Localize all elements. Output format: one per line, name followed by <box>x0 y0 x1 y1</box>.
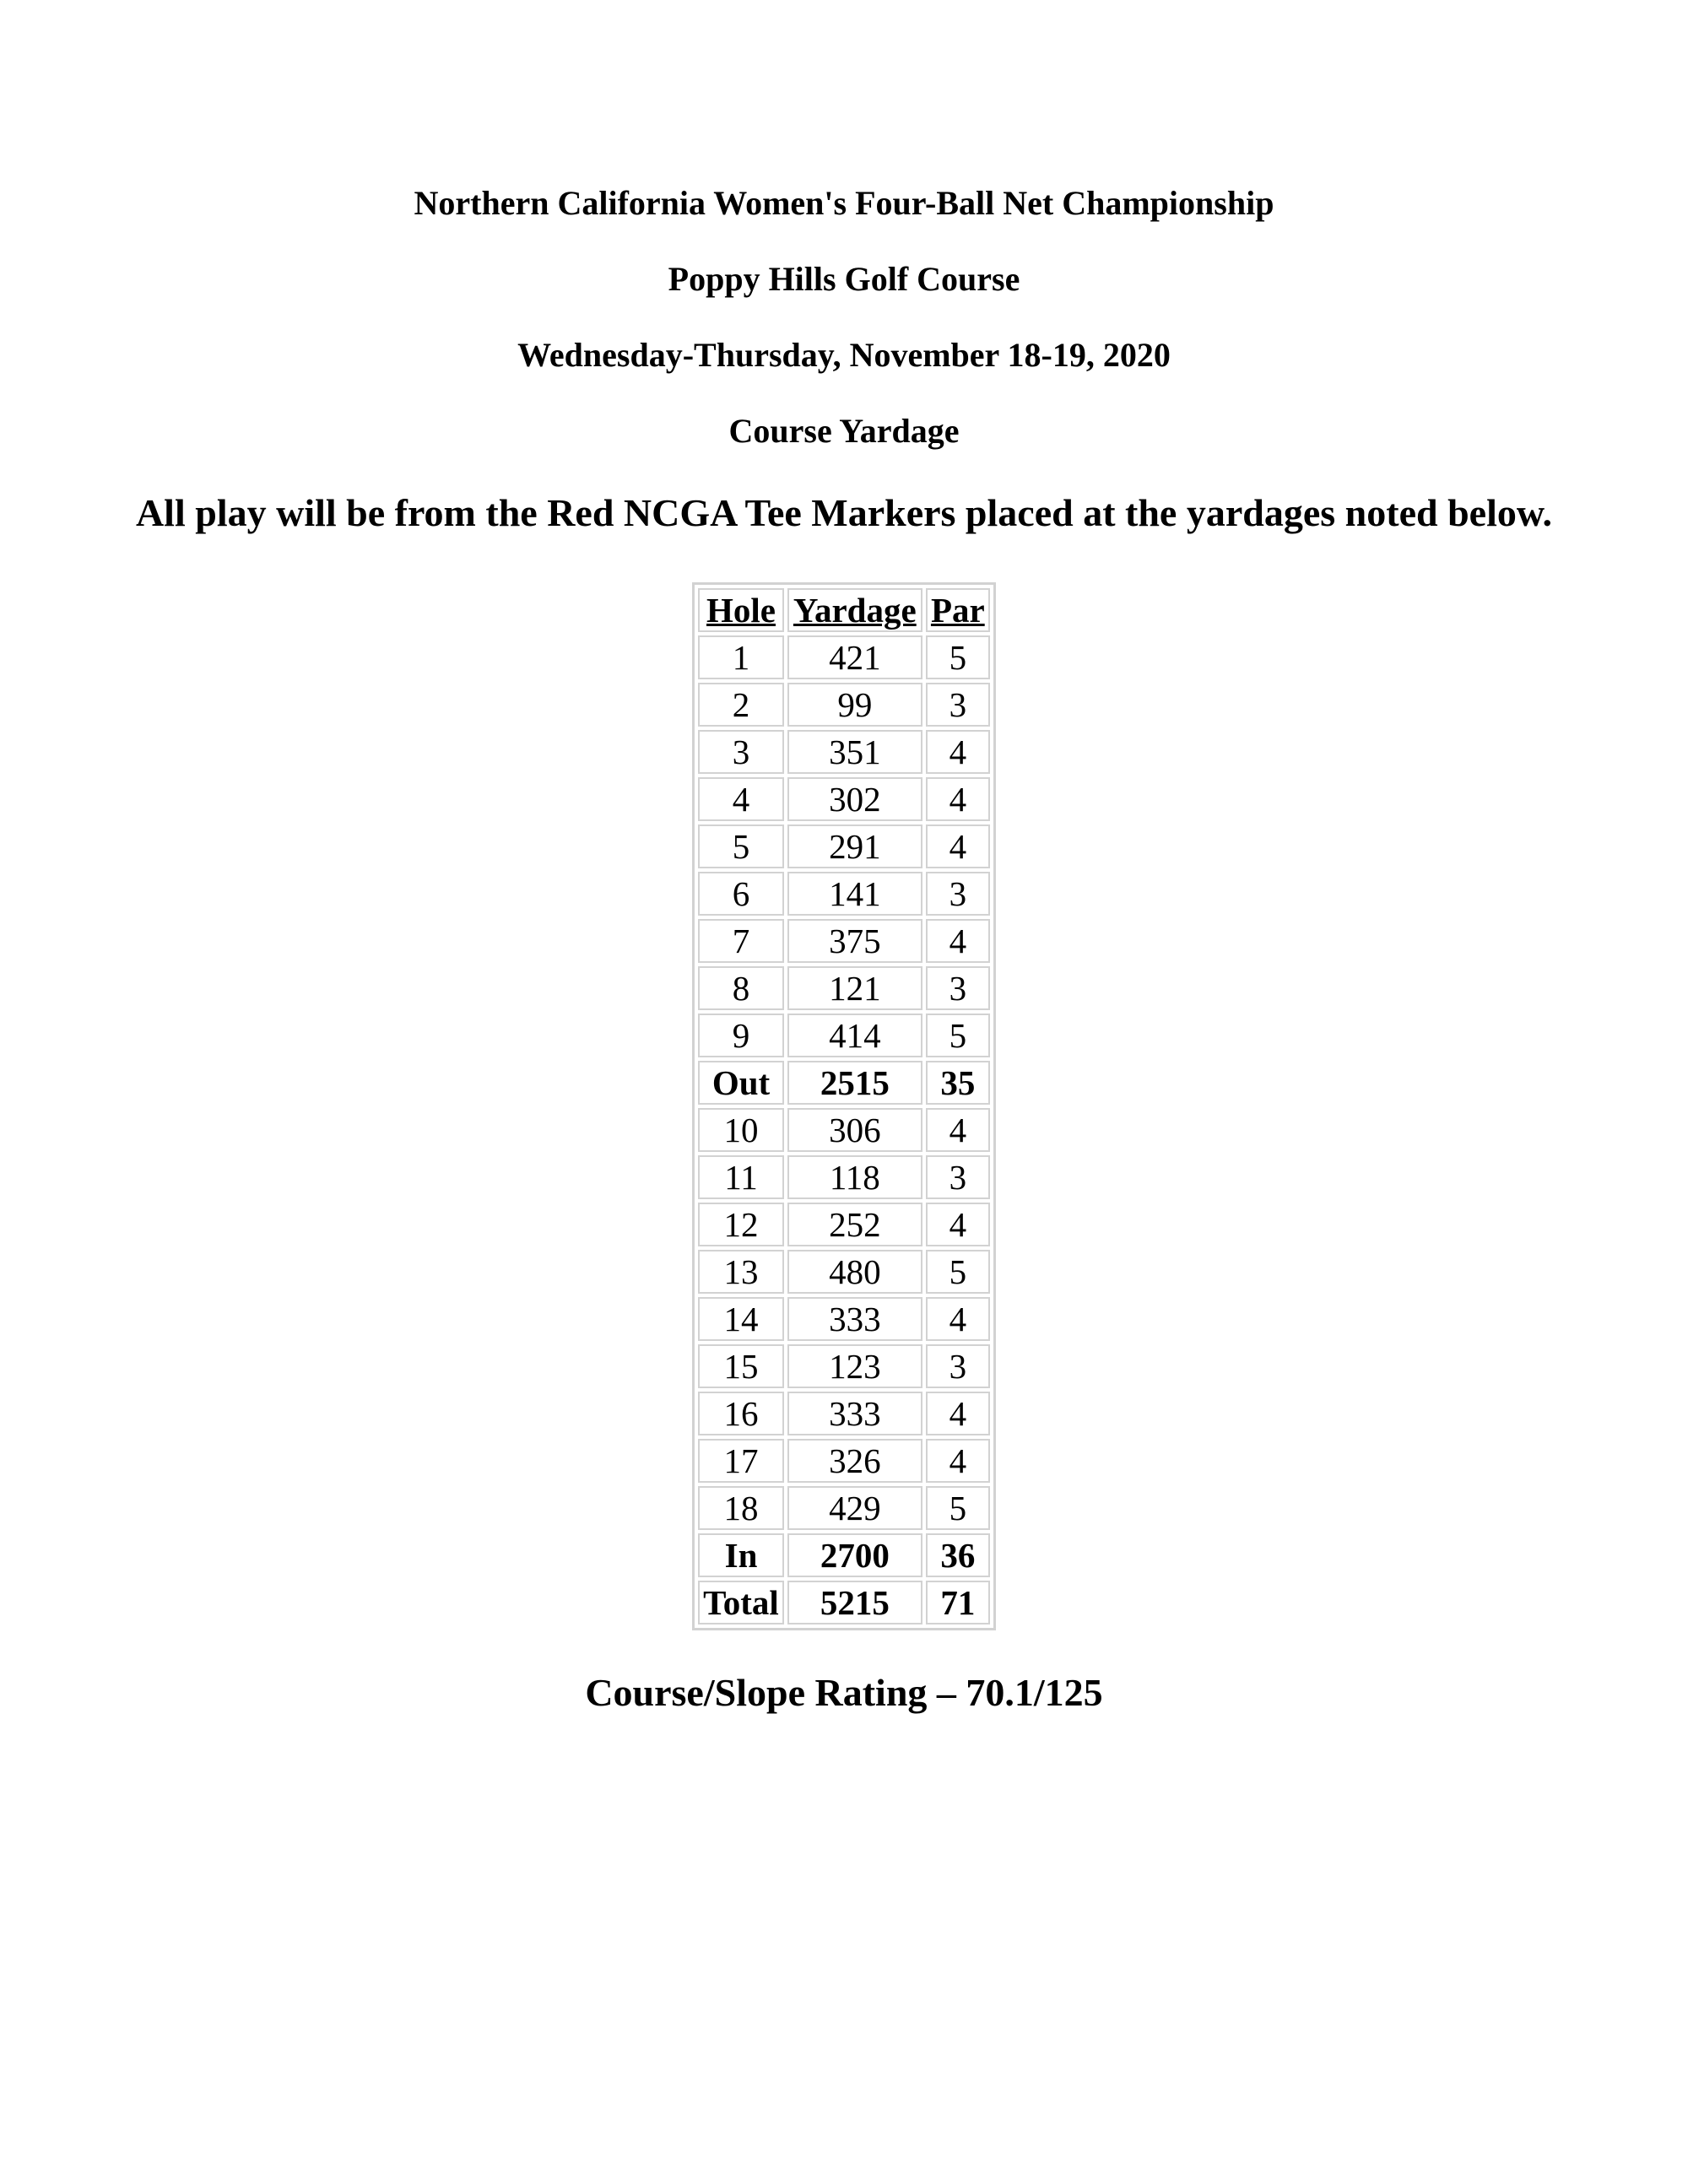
hole-cell: In <box>698 1533 784 1577</box>
course-name: Poppy Hills Golf Course <box>668 260 1020 298</box>
hole-cell: 5 <box>698 824 784 868</box>
hole-cell: 14 <box>698 1297 784 1341</box>
column-header-par: Par <box>926 588 990 632</box>
table-row <box>698 824 990 868</box>
table-row <box>698 635 990 679</box>
par-cell: 4 <box>926 1439 990 1483</box>
par-cell: 4 <box>926 919 990 963</box>
table-row <box>698 683 990 727</box>
yardage-cell: 291 <box>787 824 922 868</box>
table-header-row <box>698 588 990 632</box>
yardage-cell: 414 <box>787 1014 922 1057</box>
hole-cell: 7 <box>698 919 784 963</box>
table-row <box>698 1581 990 1624</box>
table-row <box>698 777 990 821</box>
yardage-cell: 2515 <box>787 1061 922 1105</box>
par-cell: 4 <box>926 824 990 868</box>
yardage-cell: 5215 <box>787 1581 922 1624</box>
yardage-cell: 326 <box>787 1439 922 1483</box>
table-row <box>698 1108 990 1152</box>
hole-cell: 6 <box>698 872 784 916</box>
yardage-cell: 429 <box>787 1486 922 1530</box>
hole-cell: 11 <box>698 1155 784 1199</box>
table-row <box>698 1344 990 1388</box>
yardage-cell: 480 <box>787 1250 922 1294</box>
championship-title: Northern California Women's Four-Ball Net Championship <box>414 184 1274 222</box>
par-cell: 71 <box>926 1581 990 1624</box>
par-cell: 36 <box>926 1533 990 1577</box>
hole-cell: 10 <box>698 1108 784 1152</box>
par-cell: 4 <box>926 1203 990 1246</box>
par-cell: 5 <box>926 1486 990 1530</box>
hole-cell: 2 <box>698 683 784 727</box>
table-row <box>698 1014 990 1057</box>
par-cell: 3 <box>926 966 990 1010</box>
table-row <box>698 872 990 916</box>
hole-cell: 1 <box>698 635 784 679</box>
table-row <box>698 1203 990 1246</box>
yardage-cell: 2700 <box>787 1533 922 1577</box>
par-cell: 4 <box>926 1108 990 1152</box>
hole-cell: 12 <box>698 1203 784 1246</box>
hole-cell: 9 <box>698 1014 784 1057</box>
yardage-cell: 351 <box>787 730 922 774</box>
hole-cell: 3 <box>698 730 784 774</box>
par-cell: 5 <box>926 1250 990 1294</box>
column-header-hole: Hole <box>698 588 784 632</box>
table-row <box>698 919 990 963</box>
section-title: Course Yardage <box>728 412 960 450</box>
yardage-cell: 375 <box>787 919 922 963</box>
hole-cell: 18 <box>698 1486 784 1530</box>
hole-cell: Out <box>698 1061 784 1105</box>
table-row <box>698 1155 990 1199</box>
par-cell: 4 <box>926 1297 990 1341</box>
par-cell: 5 <box>926 1014 990 1057</box>
hole-cell: Total <box>698 1581 784 1624</box>
hole-cell: 16 <box>698 1392 784 1435</box>
table-row <box>698 1439 990 1483</box>
column-header-yardage: Yardage <box>787 588 922 632</box>
table-row <box>698 1061 990 1105</box>
hole-cell: 8 <box>698 966 784 1010</box>
hole-cell: 17 <box>698 1439 784 1483</box>
yardage-cell: 141 <box>787 872 922 916</box>
yardage-cell: 123 <box>787 1344 922 1388</box>
table-row <box>698 1486 990 1530</box>
par-cell: 4 <box>926 777 990 821</box>
yardage-cell: 252 <box>787 1203 922 1246</box>
yardage-table <box>692 582 996 1630</box>
yardage-cell: 99 <box>787 683 922 727</box>
yardage-cell: 121 <box>787 966 922 1010</box>
yardage-cell: 302 <box>787 777 922 821</box>
par-cell: 3 <box>926 1344 990 1388</box>
par-cell: 3 <box>926 1155 990 1199</box>
tee-markers-note: All play will be from the Red NCGA Tee Markers placed at the yardages noted below. <box>135 491 1553 534</box>
yardage-cell: 333 <box>787 1297 922 1341</box>
course-slope-rating: Course/Slope Rating – 70.1/125 <box>585 1671 1103 1714</box>
table-row <box>698 1250 990 1294</box>
hole-cell: 13 <box>698 1250 784 1294</box>
par-cell: 4 <box>926 1392 990 1435</box>
yardage-cell: 118 <box>787 1155 922 1199</box>
par-cell: 3 <box>926 683 990 727</box>
yardage-cell: 421 <box>787 635 922 679</box>
event-dates: Wednesday-Thursday, November 18-19, 2020 <box>517 336 1171 374</box>
yardage-cell: 333 <box>787 1392 922 1435</box>
yardage-cell: 306 <box>787 1108 922 1152</box>
table-row <box>698 730 990 774</box>
table-row <box>698 1297 990 1341</box>
par-cell: 4 <box>926 730 990 774</box>
par-cell: 5 <box>926 635 990 679</box>
hole-cell: 4 <box>698 777 784 821</box>
table-row <box>698 1533 990 1577</box>
table-row <box>698 966 990 1010</box>
hole-cell: 15 <box>698 1344 784 1388</box>
table-row <box>698 1392 990 1435</box>
par-cell: 35 <box>926 1061 990 1105</box>
par-cell: 3 <box>926 872 990 916</box>
